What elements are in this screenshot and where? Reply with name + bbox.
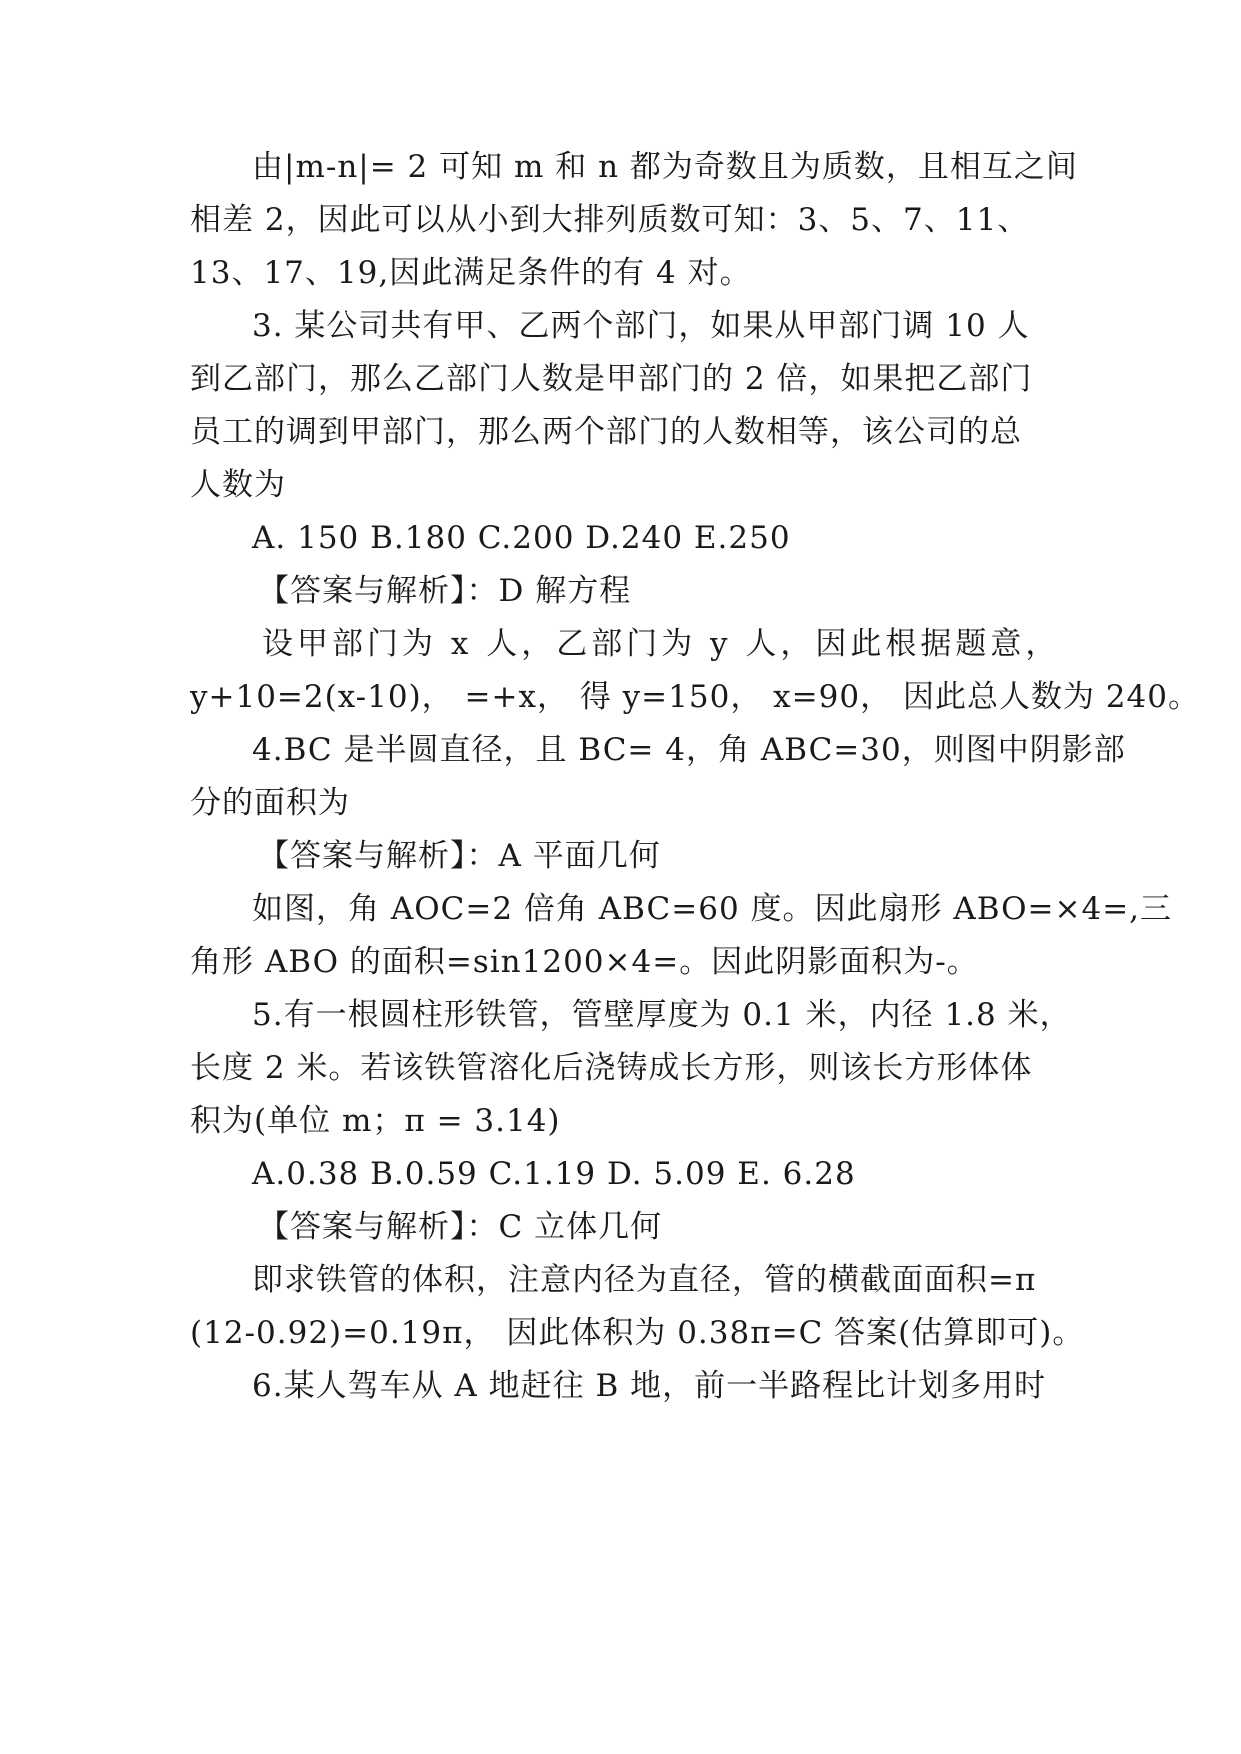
text-line: 设甲部门为 x 人，乙部门为 y 人，因此根据题意， bbox=[262, 626, 1061, 662]
answer-options: A. 150 B.180 C.200 D.240 E.250 bbox=[252, 520, 791, 556]
question-3: 3. 某公司共有甲、乙两个部门，如果从甲部门调 10 人 bbox=[252, 308, 1030, 344]
text-line: (12-0.92)=0.19π， 因此体积为 0.38π=C 答案(估算即可)。 bbox=[190, 1315, 1085, 1351]
text-line: 人数为 bbox=[190, 467, 286, 503]
answer-heading: 【答案与解析】：D 解方程 bbox=[258, 573, 632, 609]
text-line: 角形 ABO 的面积=sin1200×4=。因此阴影面积为-。 bbox=[190, 944, 979, 980]
answer-options: A.0.38 B.0.59 C.1.19 D. 5.09 E. 6.28 bbox=[252, 1156, 856, 1192]
question-5: 5.有一根圆柱形铁管，管壁厚度为 0.1 米，内径 1.8 米， bbox=[252, 997, 1072, 1033]
answer-heading: 【答案与解析】：C 立体几何 bbox=[258, 1209, 663, 1245]
question-4: 4.BC 是半圆直径，且 BC= 4，角 ABC=30，则图中阴影部 bbox=[252, 732, 1126, 768]
text-line: 员工的调到甲部门，那么两个部门的人数相等，该公司的总 bbox=[190, 414, 1022, 450]
text-line: 相差 2，因此可以从小到大排列质数可知：3、5、7、11、 bbox=[190, 202, 1030, 238]
question-6: 6.某人驾车从 A 地赶往 B 地，前一半路程比计划多用时 bbox=[252, 1368, 1047, 1404]
answer-heading: 【答案与解析】：A 平面几何 bbox=[258, 838, 661, 874]
text-line: 13、17、19,因此满足条件的有 4 对。 bbox=[190, 255, 752, 291]
text-line: 由|m-n|= 2 可知 m 和 n 都为奇数且为质数，且相互之间 bbox=[252, 149, 1078, 185]
text-line: 即求铁管的体积，注意内径为直径，管的横截面面积=π bbox=[252, 1262, 1037, 1298]
text-line: 积为(单位 m；π = 3.14) bbox=[190, 1103, 561, 1139]
text-line: 到乙部门，那么乙部门人数是甲部门的 2 倍，如果把乙部门 bbox=[190, 361, 1033, 397]
text-line: 长度 2 米。若该铁管溶化后浇铸成长方形，则该长方形体体 bbox=[190, 1050, 1033, 1086]
text-line: 分的面积为 bbox=[190, 785, 350, 821]
text-line: y+10=2(x-10)， =+x， 得 y=150， x=90， 因此总人数为 240。 bbox=[190, 679, 1200, 715]
text-line: 如图，角 AOC=2 倍角 ABC=60 度。因此扇形 ABO=×4=,三 bbox=[252, 891, 1173, 927]
